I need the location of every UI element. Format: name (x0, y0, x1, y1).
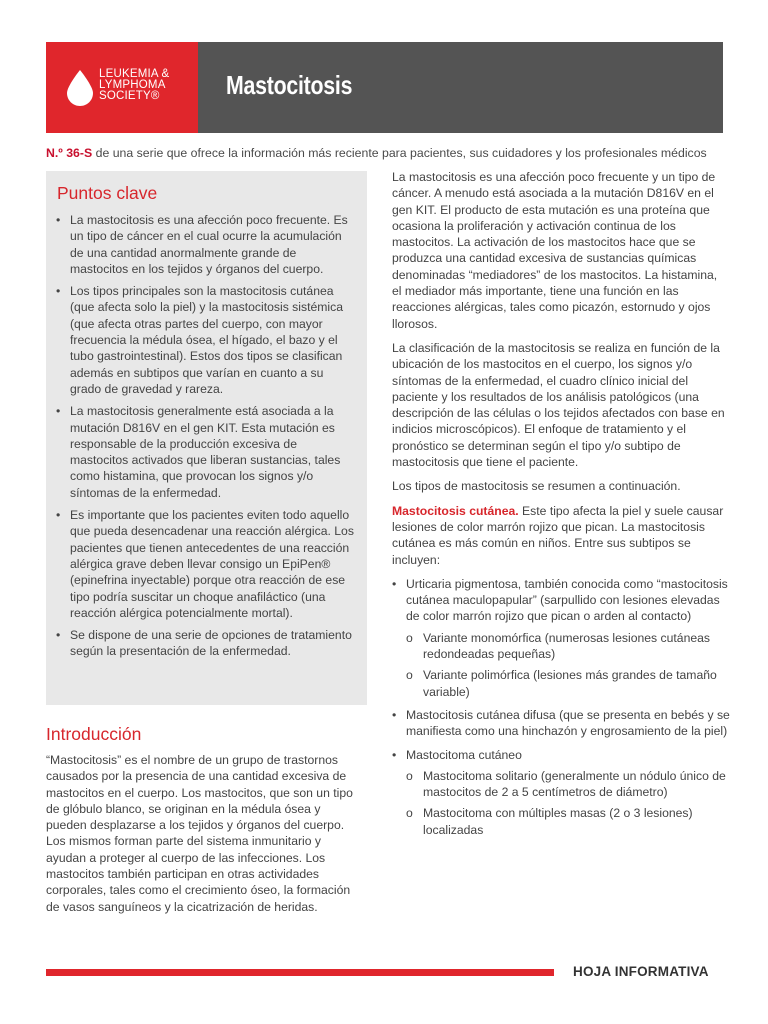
cutaneous-heading: Mastocitosis cutánea. (392, 503, 519, 518)
cutaneous-paragraph (392, 503, 730, 568)
series-text: de una serie que ofrece la información más reciente para pacientes, sus cuidadores y los profesionales médicos (92, 146, 707, 160)
variant-item: o Variante polimórfica (lesiones más grandes de tamaño variable) (406, 667, 730, 700)
key-points-list (56, 212, 354, 666)
footer-bar (46, 969, 554, 976)
title-banner (198, 42, 723, 133)
intro-paragraph: “Mastocitosis” es el nombre de un grupo de trastornos causados por la presencia de una cantidad excesiva de mastocitos en el cuerpo. Los mastocitos, que son un tipo de glóbulo blanco, se originan en la médula ósea y pueden desplazarse a los tejidos y órganos del cuerpo. Los mismos forman parte del sistema inmunitario y ayudan a proteger al cuerpo de las infecciones. Los mastocitos también participan en otras actividades corporales, tales como el crecimiento óseo, la formación de vasos sanguíneos y la cicatrización de heridas. (46, 753, 353, 914)
series-line (46, 146, 736, 160)
series-number: N.º 36-S (46, 146, 93, 160)
cutaneous-text: Este tipo afecta la piel y suele causar lesiones de color marrón rojizo que pican. La mastocitosis cutánea es más común en niños. Entre sus subtipos se incluyen: (392, 503, 724, 567)
key-points-heading: Puntos clave (57, 183, 158, 203)
subtype-text: Mastocitoma cutáneo (406, 747, 522, 762)
subtype-text: Urticaria pigmentosa, también conocida como “mastocitosis cutánea maculopapular” (sarpullido con lesiones elevadas de color marrón rojizo que pican o arden al contacto) (406, 576, 728, 624)
lls-logo (46, 42, 198, 133)
right-column (392, 169, 730, 845)
key-point-item: • Es importante que los pacientes eviten todo aquello que pueda desencadenar una reacción alérgica. Los pacientes que tienen antecedentes de una reacción alérgica grave deben llevar consigo un EpiPen® (epinefrina inyectable) porque otra reacción de ese tipo podría suscitar un choque anafiláctico (una reacción alérgica potencialmente mortal). (56, 507, 354, 621)
logo-line: SOCIETY® (99, 90, 160, 102)
paragraph: Los tipos de mastocitosis se resumen a continuación. (392, 479, 681, 494)
footer-label: HOJA INFORMATIVA (573, 964, 709, 979)
logo-text (99, 69, 169, 102)
intro-heading: Introducción (46, 724, 142, 744)
page-header (46, 42, 723, 133)
logo-line: LYMPHOMA (99, 79, 166, 91)
subtype-text: Mastocitosis cutánea difusa (que se presenta en bebés y se manifiesta como una hinchazón y engrosamiento de la piel) (406, 707, 730, 739)
page-title: Mastocitosis (226, 70, 353, 100)
key-point-item: • Los tipos principales son la mastocitosis cutánea (que afecta solo la piel) y la mastocitosis sistémica (que afecta otras partes del cuerpo, con mayor frecuencia la médula ósea, el hígado, el bazo y el tubo gastrointestinal). Estos dos tipos se clasifican además en subtipos que varían en cuanto a su grado de gravedad y rareza. (56, 283, 354, 397)
blood-drop-icon (67, 70, 93, 106)
subtype-item (392, 576, 730, 700)
variant-list (406, 630, 730, 700)
key-points-box (46, 171, 367, 705)
variant-item: o Mastocitoma con múltiples masas (2 o 3 lesiones) localizadas (406, 805, 730, 838)
paragraph: La clasificación de la mastocitosis se realiza en función de la ubicación de los mastocitos en el cuerpo, los signos y/o síntomas de la enfermedad, el cuadro clínico inicial del paciente y los resultados de los análisis patológicos (una descripción de las células o los tejidos afectados con base en indicios microscópicos). El enfoque de tratamiento y el pronóstico se determinan según el tipo y/o subtipo de mastocitosis que tiene el paciente. (392, 340, 725, 470)
variant-list (406, 768, 730, 838)
key-point-item: • La mastocitosis generalmente está asociada a la mutación D816V en el gen KIT. Esta mutación es responsable de la producción excesiva de mastocitos activados que liberan sustancias, tales como histamina, que provocan los signos y/o síntomas de la enfermedad. (56, 403, 354, 501)
variant-item: o Mastocitoma solitario (generalmente un nódulo único de mastocitos de 2 a 5 centímetros de diámetro) (406, 768, 730, 801)
key-point-item: • La mastocitosis es una afección poco frecuente. Es un tipo de cáncer en el cual ocurre la acumulación de una cantidad anormalmente grande de mastocitos en los tejidos y órganos del cuerpo. (56, 212, 354, 277)
logo-line: LEUKEMIA & (99, 68, 170, 80)
variant-item: o Variante monomórfica (numerosas lesiones cutáneas redondeadas pequeñas) (406, 630, 730, 663)
key-point-item: • Se dispone de una serie de opciones de tratamiento según la presentación de la enfermedad. (56, 627, 354, 660)
subtype-item (392, 707, 730, 740)
subtype-list (392, 576, 730, 838)
paragraph: La mastocitosis es una afección poco frecuente y un tipo de cáncer. A menudo está asociada a la mutación D816V en el gen KIT. El producto de esta mutación es una proteína que ocasiona la proliferación y activación continua de los mastocitos. La activación de los mastocitos hace que se produzca una cantidad excesiva de sustancias químicas denominadas “mediadores” de los mastocitos. La histamina, el mediador más importante, tiene una función en las reacciones alérgicas, tales como picazón, estornudo y ojos llorosos. (392, 170, 718, 331)
subtype-item (392, 747, 730, 838)
